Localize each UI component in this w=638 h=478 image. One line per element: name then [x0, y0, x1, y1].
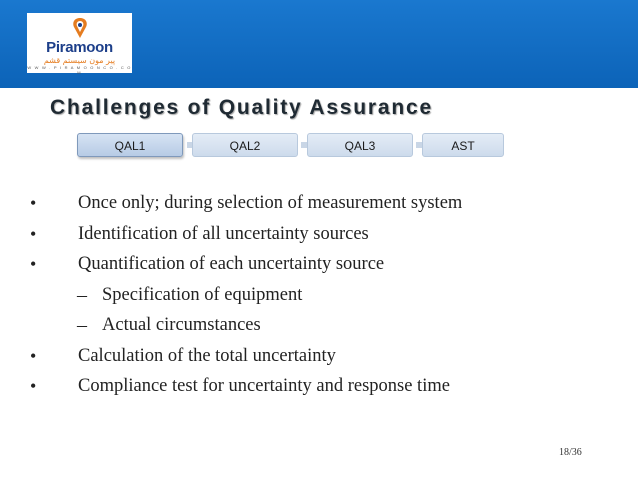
list-item: [30, 251, 590, 282]
list-item: [30, 190, 590, 221]
slide-title: Challenges of Quality Assurance: [50, 96, 433, 119]
dash-icon: –: [77, 314, 87, 336]
bullet-list: [30, 190, 590, 404]
list-item-text: Specification of equipment: [102, 284, 303, 305]
step-ast[interactable]: AST: [422, 133, 504, 157]
page-number: 18/36: [559, 447, 582, 458]
process-steps: [77, 133, 507, 161]
dash-icon: –: [77, 283, 87, 306]
list-item: [30, 221, 590, 252]
list-item-text: Once only; during selection of measurement system: [78, 193, 463, 213]
logo-url: W W W . P I R A M O O N C O . C O M: [27, 65, 132, 75]
step-qal1[interactable]: QAL1: [77, 133, 183, 157]
list-item: [30, 343, 590, 374]
step-qal2[interactable]: QAL2: [192, 133, 298, 157]
bullet-icon: •: [30, 223, 37, 244]
list-item-text: Quantification of each uncertainty source: [78, 254, 385, 274]
bullet-icon: •: [30, 254, 37, 274]
step-qal3[interactable]: QAL3: [307, 133, 413, 157]
bullet-icon: •: [30, 376, 37, 396]
bullet-icon: •: [30, 193, 37, 213]
company-logo[interactable]: [27, 13, 132, 73]
logo-name: Piramoon: [46, 39, 113, 56]
list-item-text: Identification of all uncertainty sources: [78, 223, 369, 244]
logo-mark-icon: [71, 17, 89, 39]
header-band: [0, 0, 638, 88]
bullet-icon: •: [30, 345, 37, 366]
list-item: [30, 373, 590, 404]
list-item-text: Actual circumstances: [102, 315, 261, 335]
list-item-text: Compliance test for uncertainty and response time: [78, 376, 450, 396]
list-item-text: Calculation of the total uncertainty: [78, 345, 336, 366]
list-item: [30, 282, 590, 313]
list-item: [30, 312, 590, 343]
logo-tagline: پیر مون سیستم قشم: [43, 56, 116, 65]
